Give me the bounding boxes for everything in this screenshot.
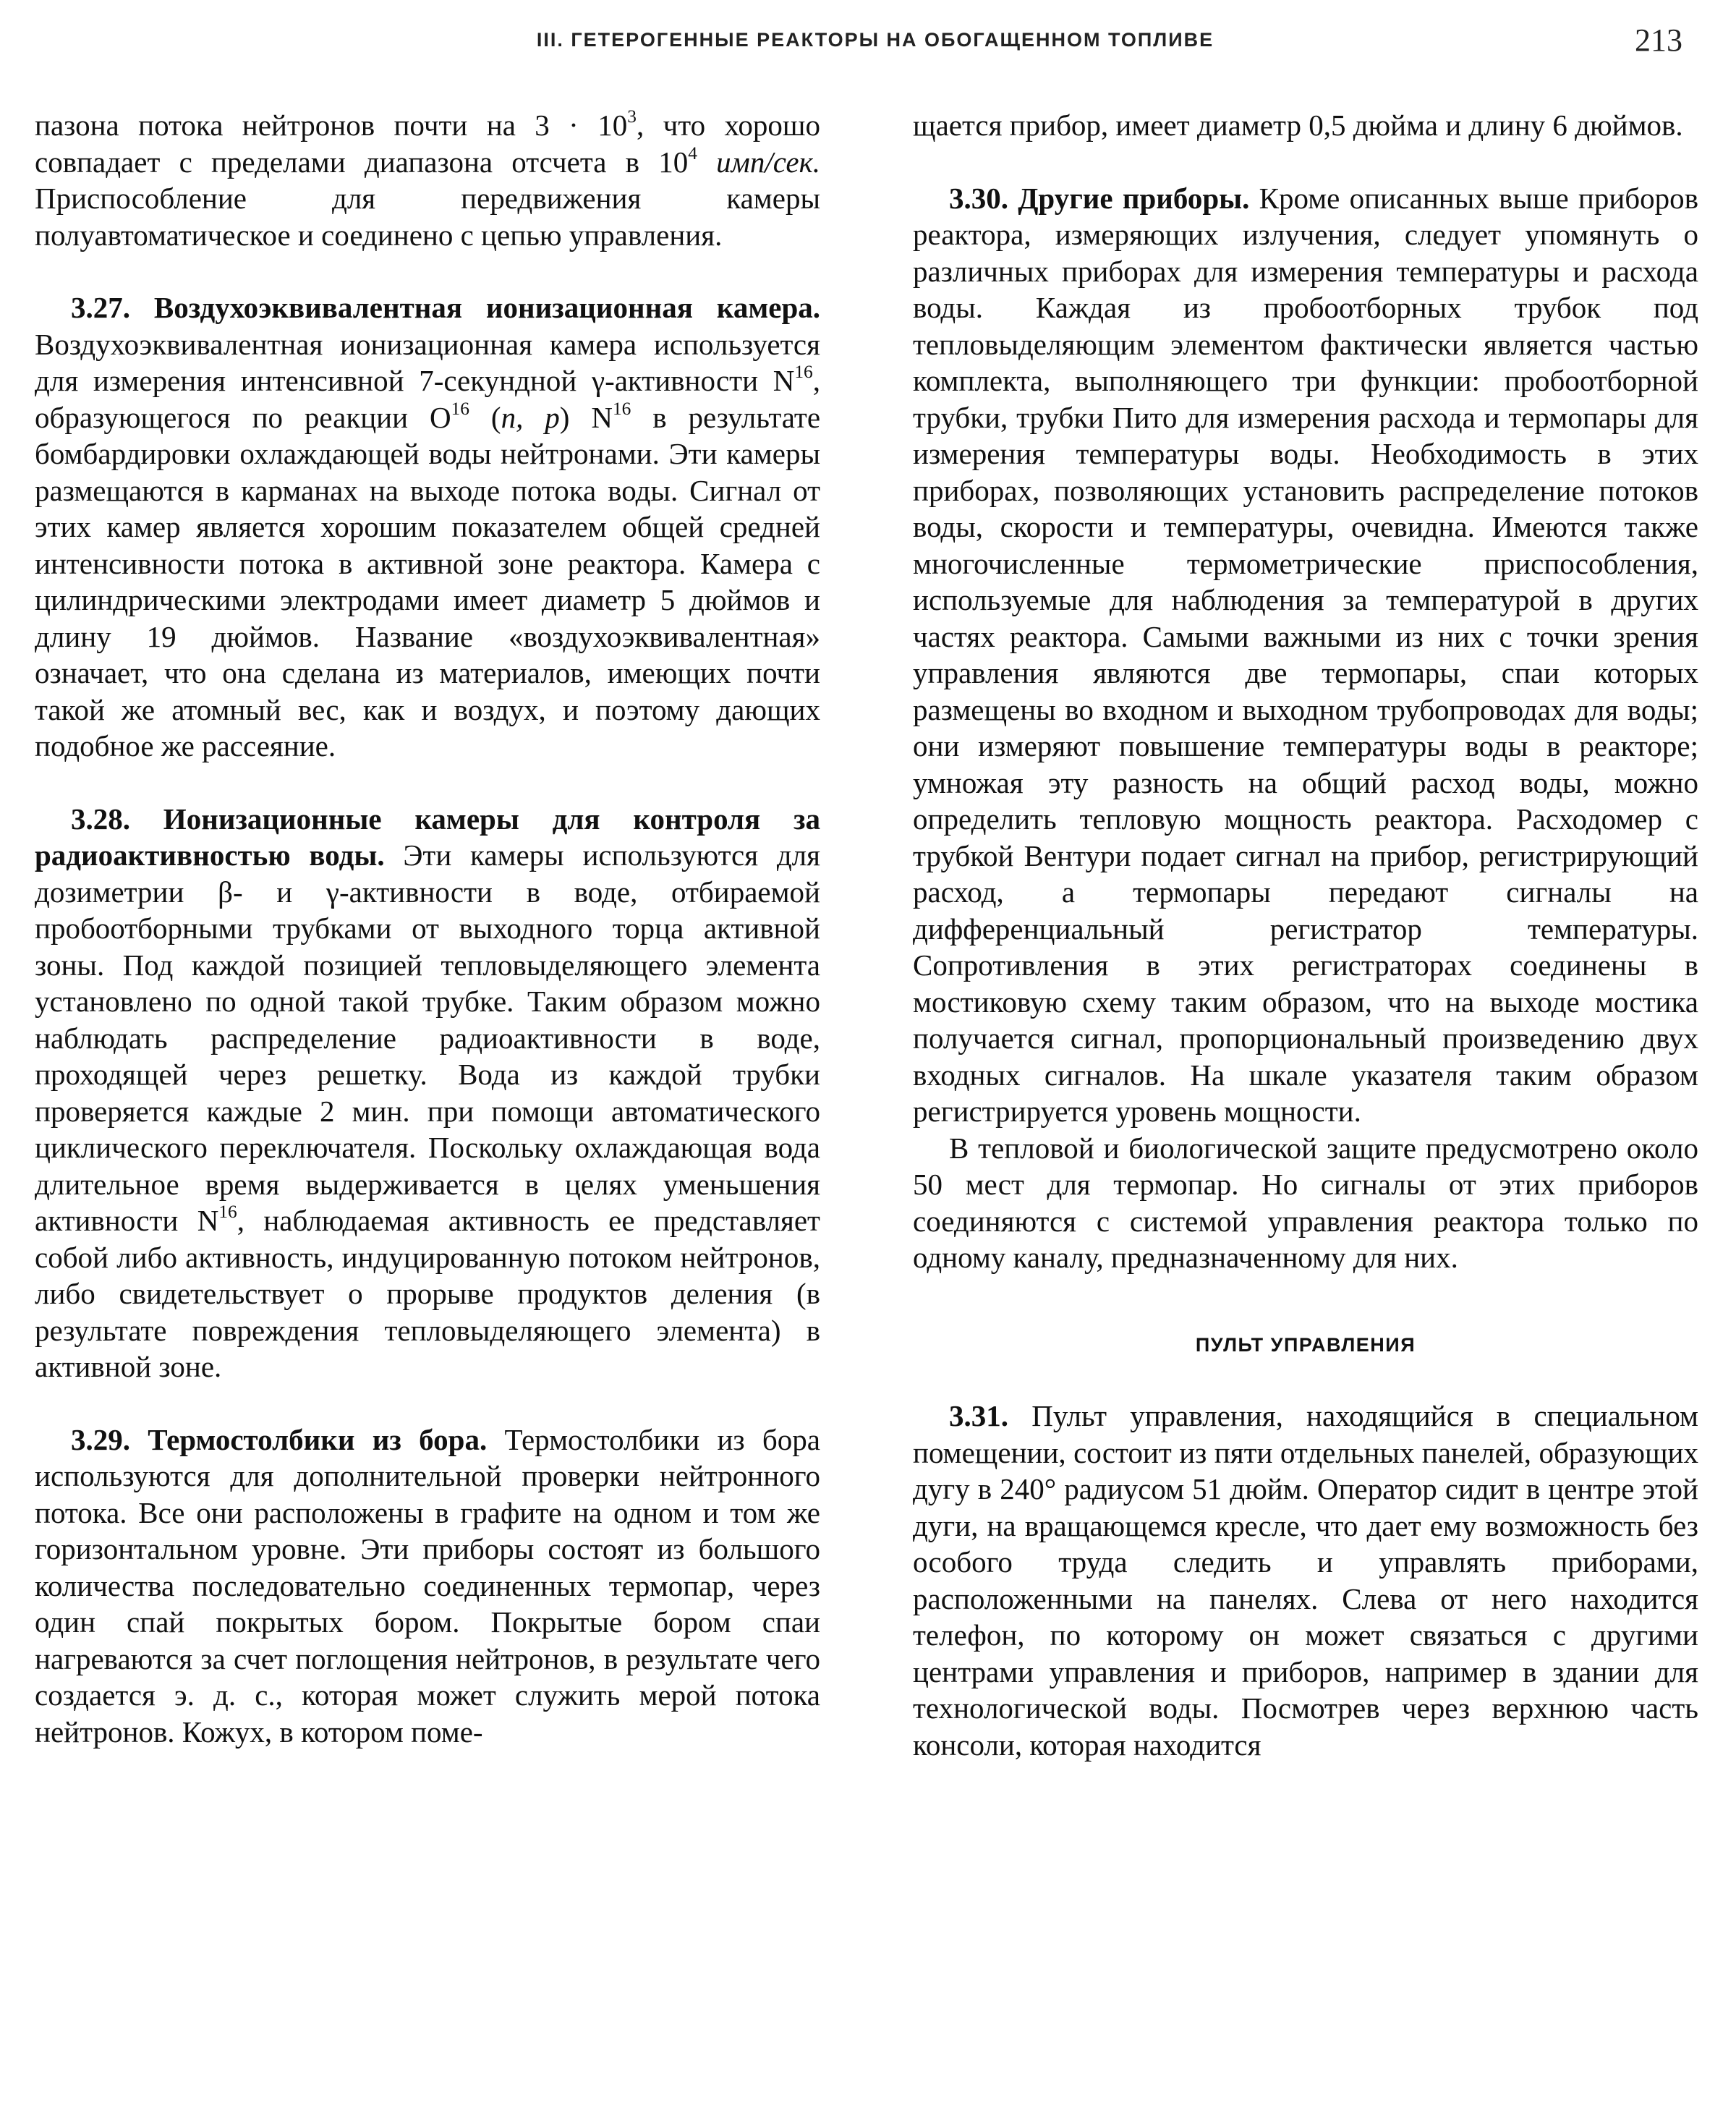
superscript: 16 — [451, 398, 469, 419]
text-run: Воздухоэквивалентная ионизационная камера используется для измерения интенсивной 7-секундной γ-активности N — [35, 327, 820, 397]
section-title: 3.27. Воздухоэквивалентная ионизационная камера. — [71, 291, 820, 324]
section-title: 3.31. — [949, 1399, 1008, 1432]
reaction-symbol: n, p — [501, 400, 560, 434]
superscript: 3 — [627, 106, 637, 127]
section-title: 3.28. Ионизационные камеры для контроля за радиоактивностью воды. — [35, 802, 820, 872]
continuation-paragraph-right: щается прибор, имеет диаметр 0,5 дюйма и длину 6 дюймов. — [913, 109, 1683, 142]
unit-text: имп/сек. — [716, 145, 821, 179]
right-column — [913, 107, 1698, 1763]
paragraph-gap — [35, 253, 820, 289]
section-3-28 — [35, 801, 820, 1385]
superscript: 4 — [688, 143, 697, 163]
paragraph-gap — [35, 765, 820, 801]
superscript: 16 — [612, 398, 631, 419]
text-run: Термостолбики из бора используются для дополнительной проверки нейтронного потока. Все они расположены в графите на одном и том же горизонтальном уровне. Эти приборы состоят из большого количества последовательно соединенных термопар, через один спай покрытых бором. Покрытые бором спаи нагреваются за счет поглощения нейтронов, в результате чего создается э. д. с., которая может служить мерой потока нейтронов. Кожух, в котором поме- — [35, 1422, 820, 1749]
left-column — [35, 107, 820, 1750]
continuation-paragraph-left — [35, 107, 820, 253]
text-run: ) N — [559, 400, 613, 434]
text-run: ( — [469, 400, 501, 434]
text-run — [697, 145, 716, 179]
section-3-29 — [35, 1422, 820, 1751]
text-run: , образующегося по реакции O — [35, 364, 820, 434]
superscript: 16 — [794, 362, 813, 383]
text-run: Приспособление для передвижения камеры полуавтоматическое и соединено с цепью управления. — [35, 182, 820, 252]
text-run: Кроме описанных выше приборов реактора, измеряющих излучения, следует упомянуть о различных приборах для измерения температуры и расхода воды. Каждая из пробоотборных трубок под тепловыделяющим элементом фактически является частью комплекта, выполняющего три функции: пробоотборной трубки, трубки Пито для измерения расхода и термопары для измерения температуры воды. Необходимость в этих приборах, позволяющих установить распределение потоков воды, скорости и температуры, очевидна. Имеются также многочисленные термометрические приспособления, используемые для наблюдения за температурой в других частях реактора. Самыми важными из них с точки зрения управления являются две термопары, спаи которых размещены во входном и выходном трубопроводах для воды; они измеряют повышение температуры воды в реакторе; умножая эту разность на общий расход воды, можно определить тепловую мощность реактора. Расходомер с трубкой Вентури подает сигнал на прибор, регистрирующий расход, а термопары передают сигналы на дифференциальный регистратор температуры. Сопротивления в этих регистраторах соединены в мостиковую схему таким образом, что на выходе мостика получается сигнал, пропорциональный произведению двух входных сигналов. На шкале указателя таким образом регистрируется уровень мощности. — [913, 181, 1698, 1128]
section-3-30-paragraph-2: В тепловой и биологической защите предусмотрено около 50 мест для термопар. Но сигналы от этих приборов соединяются с системой управления реактора только по одному каналу, предназначенному для них. — [913, 1131, 1698, 1274]
paragraph-gap — [913, 144, 1698, 180]
text-run: Эти камеры используются для дозиметрии β- и γ-активности в воде, отбираемой пробоотборными трубками от выходного торца активной зоны. Под каждой позицией тепловыделяющего элемента установлено по одной такой трубке. Таким образом можно наблюдать распределение радиоактивности в воде, проходящей через решетку. Вода из каждой трубки проверяется каждые 2 мин. при помощи автоматического циклического переключателя. Поскольку охлаждающая вода длительное время выдерживается в целях уменьшения активности N — [35, 838, 820, 1237]
paragraph-gap — [35, 1385, 820, 1422]
text-run: в результате бомбардировки охлаждающей воды нейтронами. Эти камеры размещаются в карманах на выходе потока воды. Сигнал от этих камер является хорошим показателем общей средней интенсивности потока в активной зоне реактора. Камера с цилиндрическими электродами имеет диаметр 5 дюймов и длину 19 дюймов. Название «воздухоэквивалентная» означает, что она сделана из материалов, имеющих почти такой же атомный вес, как и воздух, и поэтому дающих подобное же рассеяние. — [35, 400, 821, 762]
running-header: III. ГЕТЕРОГЕННЫЕ РЕАКТОРЫ НА ОБОГАЩЕННОМ ТОПЛИВЕ — [536, 29, 1214, 51]
text-run: Пульт управления, находящийся в специальном помещении, состоит из пяти отдельных панелей, образующих дугу в 240° радиусом 51 дюйм. Оператор сидит в центре этой дуги, на вращающемся кресле, что дает ему возможность без особого труда следить и управлять приборами, расположенными на панелях. Слева от него находится телефон, по которому он может связаться с другими центрами управления и приборов, например в здании для технологической воды. Посмотрев через верхнюю часть консоли, которая находится — [913, 1399, 1698, 1762]
page-number: 213 — [1635, 22, 1682, 58]
text-run: пазона потока нейтронов почти на 3 · 10 — [35, 109, 628, 142]
superscript: 16 — [218, 1202, 237, 1223]
section-title: 3.30. Другие приборы. — [949, 181, 1250, 215]
section-3-27 — [35, 289, 820, 765]
section-3-30 — [913, 180, 1698, 1130]
text-run: , наблюдаемая активность ее представляет собой либо активность, индуцированную потоком нейтронов, либо свидетельствует о прорыве продуктов деления (в результате повреждения тепловыделяющего элемента) в активной зоне. — [35, 1204, 820, 1383]
subheading-control-panel: ПУЛЬТ УПРАВЛЕНИЯ — [1195, 1333, 1416, 1356]
section-title: 3.29. Термостолбики из бора. — [71, 1422, 488, 1456]
section-3-31 — [913, 1398, 1698, 1763]
text-run: , что хорошо совпадает с пределами диапазона отсчета в 10 — [35, 109, 820, 179]
